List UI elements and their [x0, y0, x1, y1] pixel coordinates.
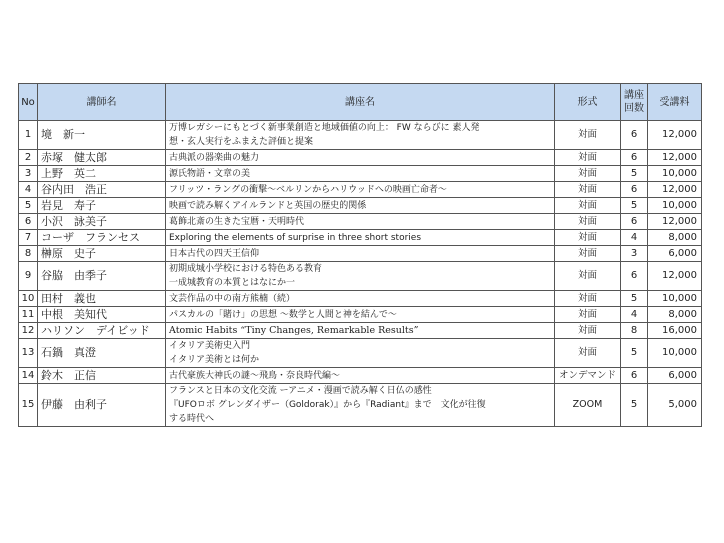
row-no: 9 [19, 262, 38, 291]
course-fee: 8,000 [648, 307, 702, 323]
course-format: 対面 [555, 307, 621, 323]
course-title: 日本古代の四天王信仰 [166, 246, 555, 262]
course-title: 古典派の器楽曲の魅力 [166, 150, 555, 166]
course-fee: 12,000 [648, 121, 702, 150]
row-no: 13 [19, 339, 38, 368]
course-format: ZOOM [555, 384, 621, 427]
session-count: 8 [621, 323, 648, 339]
row-no: 12 [19, 323, 38, 339]
session-count: 6 [621, 182, 648, 198]
row-no: 10 [19, 291, 38, 307]
course-fee: 16,000 [648, 323, 702, 339]
course-fee: 12,000 [648, 150, 702, 166]
course-fee: 12,000 [648, 214, 702, 230]
table-row [19, 246, 702, 262]
course-title: 葛飾北斎の生きた宝暦・天明時代 [166, 214, 555, 230]
course-format: 対面 [555, 214, 621, 230]
course-fee: 8,000 [648, 230, 702, 246]
table-row [19, 121, 702, 150]
course-fee: 12,000 [648, 262, 702, 291]
course-format: 対面 [555, 182, 621, 198]
lecturer-name: 境 新一 [38, 121, 166, 150]
row-no: 11 [19, 307, 38, 323]
course-title: 源氏物語・文章の美 [166, 166, 555, 182]
lecturer-name: 小沢 詠美子 [38, 214, 166, 230]
lecturer-name: 岩見 寿子 [38, 198, 166, 214]
header-lecturer: 講師名 [38, 84, 166, 121]
header-fee: 受講料 [648, 84, 702, 121]
lecturer-name: 田村 義也 [38, 291, 166, 307]
row-no: 14 [19, 368, 38, 384]
course-fee: 6,000 [648, 246, 702, 262]
course-title: フランスと日本の文化交流 ーアニメ・漫画で読み解く日仏の感性 『UFOロボ グレンダイザー（Goldorak）』から『Radiant』まで 文化が往復 する時代へ [166, 384, 555, 427]
lecturer-name: 中根 美知代 [38, 307, 166, 323]
lecturer-name: 上野 英二 [38, 166, 166, 182]
row-no: 8 [19, 246, 38, 262]
course-title: パスカルの「賭け」の思想 ～数学と人間と神を結んで～ [166, 307, 555, 323]
lecturer-name: 榊原 史子 [38, 246, 166, 262]
header-sessions: 講座 回数 [621, 84, 648, 121]
lecturer-name: 谷脇 由季子 [38, 262, 166, 291]
table-row [19, 182, 702, 198]
course-title: 映画で読み解くアイルランドと英国の歴史的関係 [166, 198, 555, 214]
session-count: 5 [621, 166, 648, 182]
course-title: フリッツ・ラングの衝撃～ベルリンからハリウッドへの映画亡命者～ [166, 182, 555, 198]
table-row [19, 307, 702, 323]
lecturer-name: 伊藤 由利子 [38, 384, 166, 427]
session-count: 3 [621, 246, 648, 262]
course-format: 対面 [555, 262, 621, 291]
session-count: 6 [621, 214, 648, 230]
row-no: 7 [19, 230, 38, 246]
course-title: Atomic Habits “Tiny Changes, Remarkable Results” [166, 323, 555, 339]
table-row [19, 291, 702, 307]
session-count: 6 [621, 150, 648, 166]
course-fee: 12,000 [648, 182, 702, 198]
course-format: 対面 [555, 339, 621, 368]
table-header-row [19, 84, 702, 121]
course-title: 古代豪族大神氏の謎～飛鳥・奈良時代編～ [166, 368, 555, 384]
lecturer-name: コーザ フランセス [38, 230, 166, 246]
session-count: 5 [621, 291, 648, 307]
row-no: 15 [19, 384, 38, 427]
table-row [19, 230, 702, 246]
row-no: 6 [19, 214, 38, 230]
lecturer-name: ハリソン デイビッド [38, 323, 166, 339]
course-fee: 5,000 [648, 384, 702, 427]
course-format: 対面 [555, 291, 621, 307]
row-no: 5 [19, 198, 38, 214]
course-format: 対面 [555, 166, 621, 182]
course-fee: 10,000 [648, 291, 702, 307]
course-fee: 10,000 [648, 198, 702, 214]
table-row [19, 198, 702, 214]
header-course: 講座名 [166, 84, 555, 121]
course-fee: 6,000 [648, 368, 702, 384]
course-title: 初期成城小学校における特色ある教育 一成城教育の本質とはなにか一 [166, 262, 555, 291]
lecturer-name: 鈴木 正信 [38, 368, 166, 384]
table-row [19, 368, 702, 384]
table-row [19, 150, 702, 166]
session-count: 5 [621, 339, 648, 368]
course-table [18, 83, 702, 427]
course-format: 対面 [555, 121, 621, 150]
session-count: 4 [621, 230, 648, 246]
course-format: 対面 [555, 230, 621, 246]
course-fee: 10,000 [648, 166, 702, 182]
course-format: 対面 [555, 198, 621, 214]
session-count: 6 [621, 121, 648, 150]
session-count: 6 [621, 368, 648, 384]
row-no: 3 [19, 166, 38, 182]
session-count: 5 [621, 198, 648, 214]
lecturer-name: 石鍋 真澄 [38, 339, 166, 368]
lecturer-name: 谷内田 浩正 [38, 182, 166, 198]
row-no: 2 [19, 150, 38, 166]
table-row [19, 214, 702, 230]
table-row [19, 384, 702, 427]
header-no: No [19, 84, 38, 121]
table-row [19, 323, 702, 339]
table-row [19, 339, 702, 368]
course-format: 対面 [555, 323, 621, 339]
course-format: 対面 [555, 150, 621, 166]
course-title: 万博レガシーにもとづく新事業創造と地域価値の向上： FW ならびに 素人発 想・玄人実行をふまえた評価と提案 [166, 121, 555, 150]
table-row [19, 262, 702, 291]
course-format: オンデマンド [555, 368, 621, 384]
course-title: 文芸作品の中の南方熊楠（続） [166, 291, 555, 307]
session-count: 5 [621, 384, 648, 427]
header-format: 形式 [555, 84, 621, 121]
row-no: 4 [19, 182, 38, 198]
row-no: 1 [19, 121, 38, 150]
session-count: 4 [621, 307, 648, 323]
course-title: イタリア美術史入門 イタリア美術とは何か [166, 339, 555, 368]
session-count: 6 [621, 262, 648, 291]
table-row [19, 166, 702, 182]
course-title: Exploring the elements of surprise in three short stories [166, 230, 555, 246]
course-fee: 10,000 [648, 339, 702, 368]
course-format: 対面 [555, 246, 621, 262]
lecturer-name: 赤塚 健太郎 [38, 150, 166, 166]
